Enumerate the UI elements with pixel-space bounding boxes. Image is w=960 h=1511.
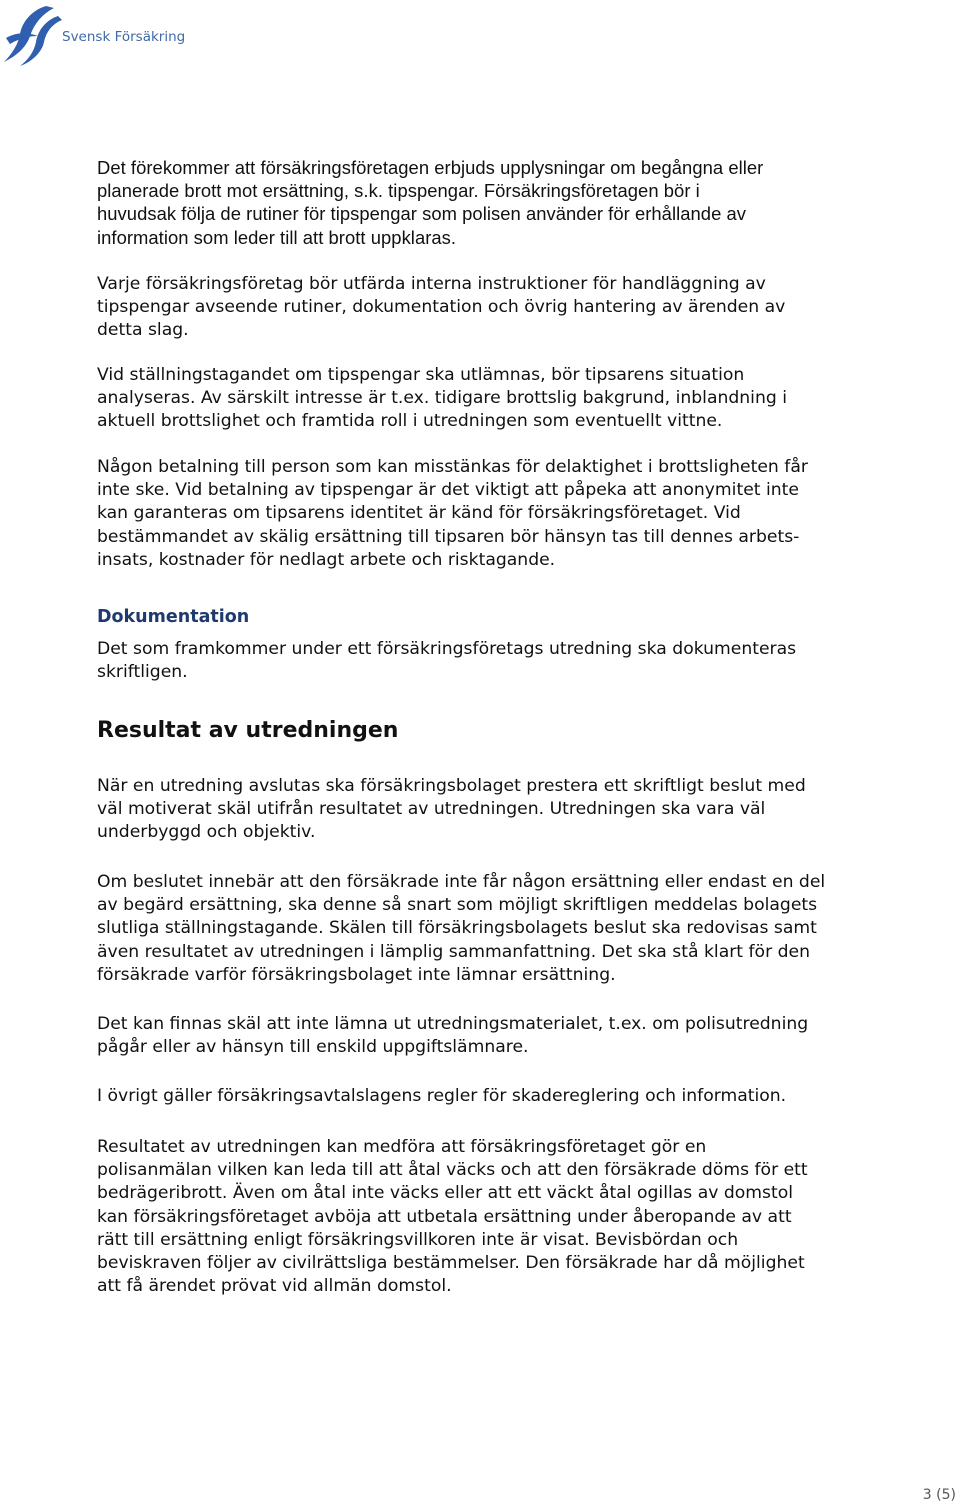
- text-line: kan försäkringsföretaget avböja att utbetala ersättning under åberopande av att: [97, 1206, 792, 1227]
- page-number: 3 (5): [922, 1487, 956, 1503]
- text-line: tipspengar avseende rutiner, dokumentation och övrig hantering av ärenden av: [97, 297, 786, 318]
- text-line: Det förekommer att försäkringsföretagen erbjuds upplysningar om begångna eller: [97, 157, 764, 178]
- text-line: även resultatet av utredningen i lämplig sammanfattning. Det ska stå klart för den: [97, 941, 810, 962]
- text-line: skriftligen.: [97, 662, 188, 683]
- text-line: kan garanteras om tipsarens identitet är känd för försäkringsföretaget. Vid: [97, 503, 741, 524]
- text-line: beviskraven följer av civilrättsliga bestämmelser. Den försäkrade har då möjlighet: [97, 1253, 805, 1274]
- company-logo: [0, 0, 200, 72]
- heading-dokumentation: Dokumentation: [97, 607, 250, 627]
- text-line: rätt till ersättning enligt försäkringsvillkoren inte är visat. Bevisbördan och: [97, 1229, 739, 1250]
- paragraph-utredningsmaterial: [97, 1013, 917, 1059]
- text-line: Det som framkommer under ett försäkringsföretags utredning ska dokumenteras: [97, 639, 797, 659]
- text-line: Det kan finnas skäl att inte lämna ut utredningsmaterialet, t.ex. om polisutredning: [97, 1014, 809, 1034]
- text-line: I övrigt gäller försäkringsavtalslagens regler för skadereglering och information.: [97, 1086, 787, 1106]
- text-line: att få ärendet prövat vid allmän domstol.: [97, 1276, 452, 1297]
- text-line: försäkrade varför försäkringsbolaget inte lämnar ersättning.: [97, 964, 616, 985]
- paragraph-ingen-ersattning: [97, 871, 917, 987]
- heading-resultat-av-utredningen: Resultat av utredningen: [97, 718, 399, 743]
- text-line: Varje försäkringsföretag bör utfärda interna instruktioner för handläggning av: [97, 274, 766, 294]
- logo-text: Svensk Försäkring: [62, 29, 186, 45]
- text-line: När en utredning avslutas ska försäkringsbolaget prestera ett skriftligt beslut med: [97, 776, 806, 796]
- paragraph-tipspengar-intro: [97, 156, 917, 249]
- text-line: av begärd ersättning, ska denne så snart som möjligt skriftligen meddelas bolagets: [97, 895, 818, 916]
- text-line: analyseras. Av särskilt intresse är t.ex. tidigare brottslig bakgrund, inblandning i: [97, 388, 787, 409]
- paragraph-polisanmalan: [97, 1136, 917, 1298]
- text-line: polisanmälan vilken kan leda till att åtal väcks och att den försäkrade döms för ett: [97, 1160, 808, 1181]
- text-line: insats, kostnader för nedlagt arbete och risktagande.: [97, 549, 556, 570]
- text-line: bedrägeribrott. Även om åtal inte väcks eller att ett väckt åtal ogillas av domstol: [97, 1183, 794, 1204]
- text-line: Vid ställningstagandet om tipspengar ska utlämnas, bör tipsarens situation: [97, 365, 745, 385]
- paragraph-tipsarens-situation: [97, 364, 917, 434]
- text-line: bestämmandet av skälig ersättning till tipsaren bör hänsyn tas till dennes arbets-: [97, 526, 800, 547]
- text-line: inte ske. Vid betalning av tipspengar är det viktigt att påpeka att anonymitet inte: [97, 480, 799, 501]
- text-line: detta slag.: [97, 320, 189, 341]
- text-line: planerade brott mot ersättning, s.k. tipspengar. Försäkringsföretagen bör i: [97, 180, 700, 202]
- text-line: huvudsak följa de rutiner för tipspengar som polisen använder för erhållande av: [97, 203, 747, 225]
- text-line: väl motiverat skäl utifrån resultatet av utredningen. Utredningen ska vara väl: [97, 799, 766, 820]
- paragraph-forsakringsavtalslagen: [97, 1085, 917, 1108]
- svensk-forsakring-logo-mark-icon: [2, 2, 62, 68]
- text-line: information som leder till att brott uppklaras.: [97, 226, 457, 248]
- paragraph-betalning: [97, 456, 917, 572]
- text-line: aktuell brottslighet och framtida roll i utredningen som eventuellt vittne.: [97, 411, 723, 432]
- text-line: Om beslutet innebär att den försäkrade inte får någon ersättning eller endast en del: [97, 872, 826, 892]
- paragraph-skriftligt-beslut: [97, 775, 917, 845]
- text-line: Någon betalning till person som kan misstänkas för delaktighet i brottsligheten får: [97, 457, 808, 477]
- paragraph-dokumentation: [97, 638, 917, 684]
- paragraph-interna-instruktioner: [97, 273, 917, 343]
- text-line: underbyggd och objektiv.: [97, 822, 316, 843]
- text-line: pågår eller av hänsyn till enskild uppgiftslämnare.: [97, 1037, 529, 1058]
- text-line: slutliga ställningstagande. Skälen till försäkringsbolagets beslut ska redovisas samt: [97, 918, 817, 939]
- text-line: Resultatet av utredningen kan medföra att försäkringsföretaget gör en: [97, 1137, 707, 1157]
